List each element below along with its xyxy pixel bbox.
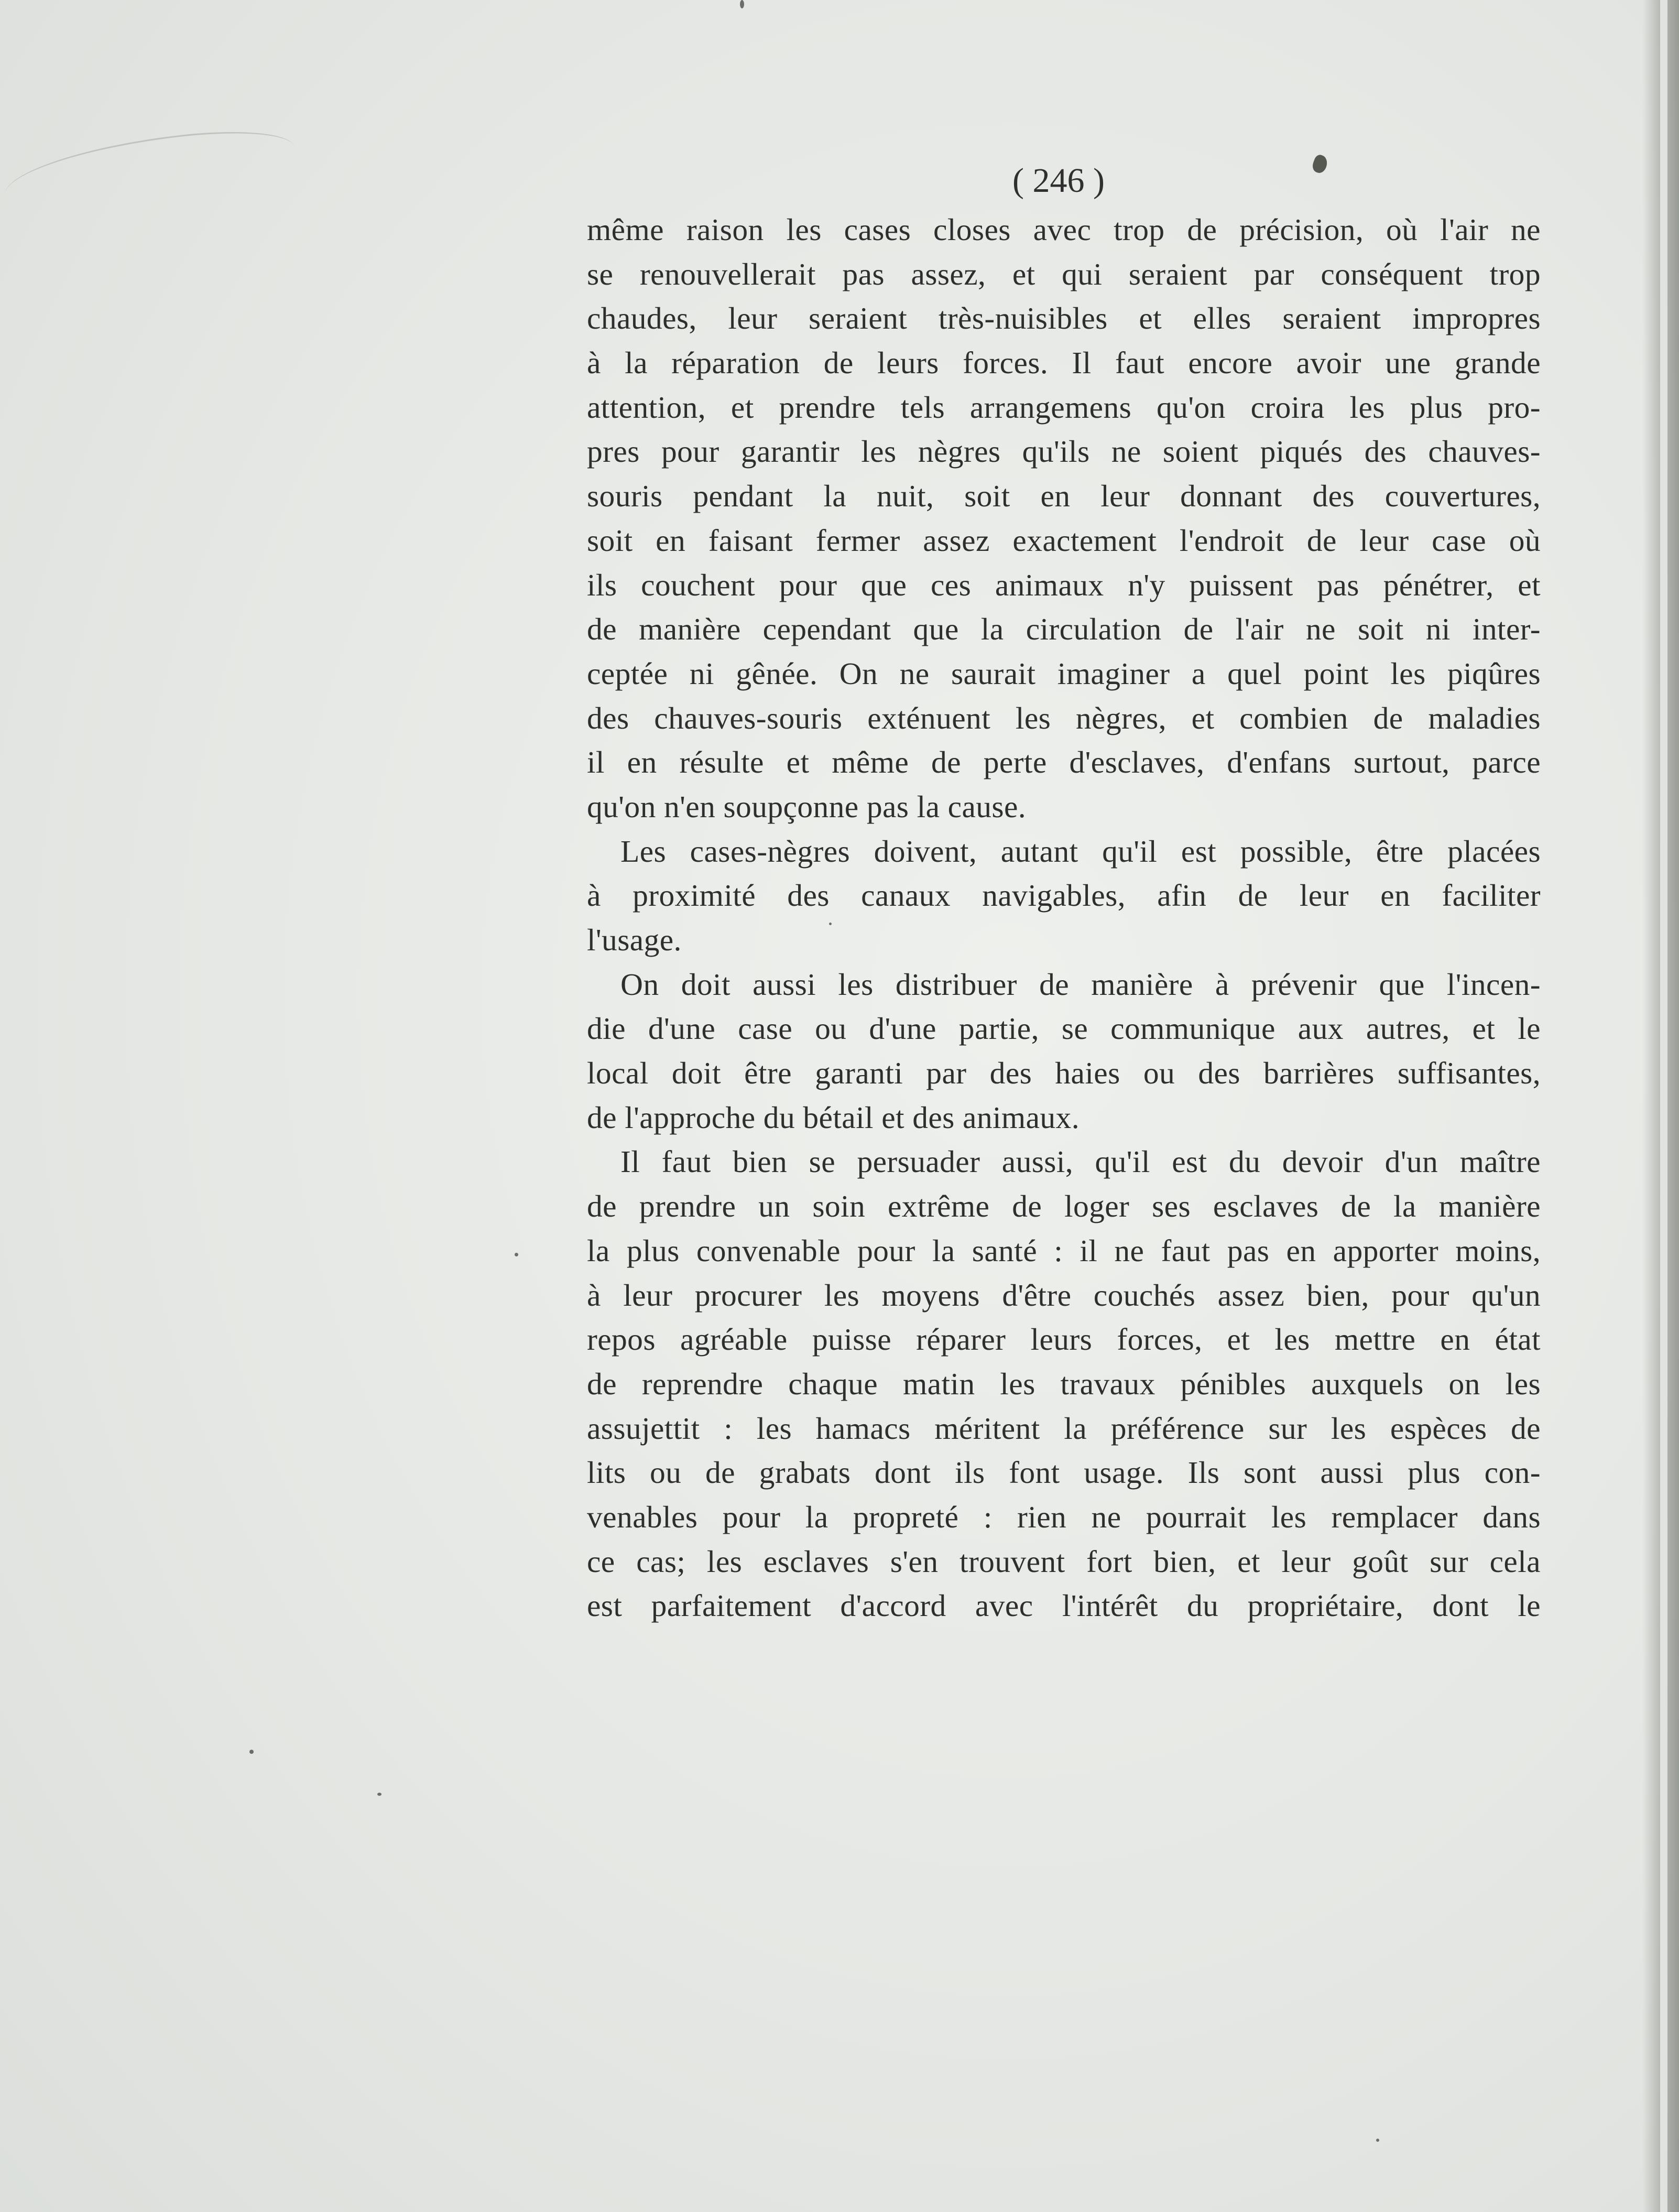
text-line: ceptée ni gênée. On ne saurait imaginer a quel point les piqûres xyxy=(587,656,1541,691)
text-line: de l'approche du bétail et des animaux. xyxy=(587,1100,1080,1135)
text-line: même raison les cases closes avec trop de précision, où l'air ne xyxy=(587,212,1541,247)
paper-speck xyxy=(377,1793,381,1796)
text-line: ce cas; les esclaves s'en trouvent fort bien, et leur goût sur cela xyxy=(587,1544,1541,1579)
paper-speck xyxy=(249,1750,254,1754)
text-line: à proximité des canaux navigables, afin de leur en faciliter xyxy=(587,878,1541,913)
text-line: local doit être garanti par des haies ou des barrières suffisantes, xyxy=(587,1056,1541,1091)
text-line: est parfaitement d'accord avec l'intérêt du propriétaire, dont le xyxy=(587,1588,1541,1623)
text-line: lits ou de grabats dont ils font usage. Ils sont aussi plus con- xyxy=(587,1455,1541,1490)
text-line: venables pour la propreté : rien ne pourrait les remplacer dans xyxy=(587,1499,1541,1534)
text-line: de prendre un soin extrême de loger ses esclaves de la manière xyxy=(587,1189,1541,1224)
text-line: à la réparation de leurs forces. Il faut encore avoir une grande xyxy=(587,345,1541,381)
text-line: à leur procurer les moyens d'être couchés assez bien, pour qu'un xyxy=(587,1277,1541,1313)
text-line: Il faut bien se persuader aussi, qu'il est du devoir d'un maître xyxy=(620,1144,1541,1179)
paper-speck xyxy=(515,1253,518,1256)
text-line: die d'une case ou d'une partie, se communique aux autres, et le xyxy=(587,1011,1541,1046)
text-line: se renouvellerait pas assez, et qui seraient par conséquent trop xyxy=(587,256,1541,291)
text-line: soit en faisant fermer assez exactement l'endroit de leur case où xyxy=(587,523,1541,558)
body-text xyxy=(587,208,1541,1628)
text-line: attention, et prendre tels arrangemens qu'on croira les plus pro- xyxy=(587,389,1541,425)
text-line: de reprendre chaque matin les travaux pénibles auxquels on les xyxy=(587,1366,1541,1401)
text-line: Les cases-nègres doivent, autant qu'il est possible, être placées xyxy=(620,833,1541,869)
text-line: qu'on n'en soupçonne pas la cause. xyxy=(587,789,1027,824)
text-line: On doit aussi les distribuer de manière à prévenir que l'incen- xyxy=(620,967,1541,1002)
text-line: la plus convenable pour la santé : il ne faut pas en apporter moins, xyxy=(587,1233,1541,1268)
page-number: ( 246 ) xyxy=(1012,161,1105,200)
text-line: assujettit : les hamacs méritent la préférence sur les espèces de xyxy=(587,1411,1541,1446)
ink-blot-mark xyxy=(1311,154,1329,175)
paper-fold-mark xyxy=(0,122,299,221)
paper-speck xyxy=(1376,2139,1379,2142)
text-line: chaudes, leur seraient très-nuisibles et elles seraient impropres xyxy=(587,301,1541,336)
text-line: repos agréable puisse réparer leurs forces, et les mettre en état xyxy=(587,1322,1541,1357)
text-line: ils couchent pour que ces animaux n'y puissent pas pénétrer, et xyxy=(587,567,1541,602)
text-line: pres pour garantir les nègres qu'ils ne soient piqués des chauves- xyxy=(587,434,1541,469)
paper-speck xyxy=(740,0,744,8)
text-line: souris pendant la nuit, soit en leur donnant des couvertures, xyxy=(587,479,1541,514)
page-edge-highlight xyxy=(1660,0,1667,2212)
text-line: des chauves-souris exténuent les nègres, et combien de maladies xyxy=(587,700,1541,735)
text-line: l'usage. xyxy=(587,923,682,957)
text-line: il en résulte et même de perte d'esclaves, d'enfans surtout, parce xyxy=(587,745,1541,780)
text-line: de manière cependant que la circulation de l'air ne soit ni inter- xyxy=(587,612,1541,647)
